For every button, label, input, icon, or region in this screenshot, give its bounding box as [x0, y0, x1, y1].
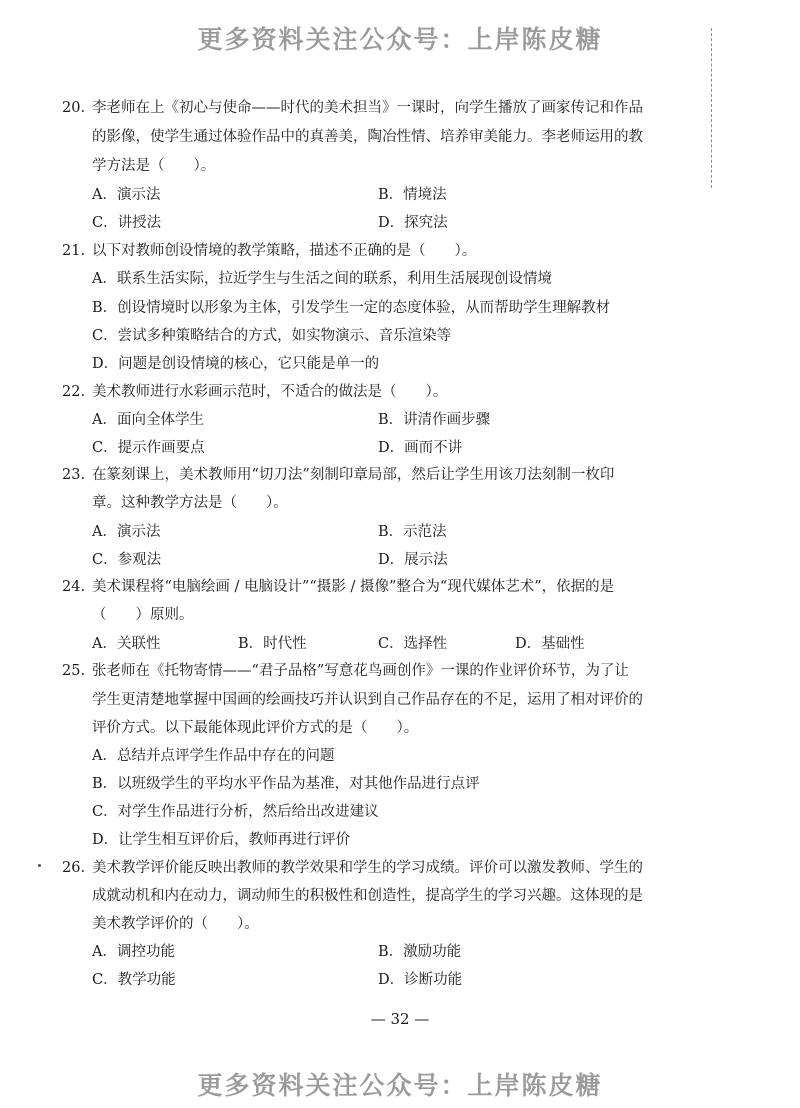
option-d: D．画而不讲 — [378, 440, 463, 456]
question-number: 25. — [62, 663, 86, 679]
option-a: A．调控功能 — [92, 944, 175, 960]
question-text-line: 以下对教师创设情境的教学策略，描述不正确的是（ ）。 — [92, 243, 477, 259]
option-a: A．演示法 — [92, 187, 161, 203]
question-number: 21. — [62, 243, 86, 259]
question-number: 24. — [62, 579, 86, 595]
scan-edge-marks — [711, 28, 714, 188]
option-b: B．以班级学生的平均水平作品为基准，对其他作品进行点评 — [92, 776, 480, 792]
option-d: D．问题是创设情境的核心，它只能是单一的 — [92, 356, 380, 372]
option-c: C．讲授法 — [92, 215, 162, 231]
option-d: D．诊断功能 — [378, 972, 463, 988]
question-text-line: 美术教学评价能反映出教师的教学效果和学生的学习成绩。评价可以激发教师、学生的 — [92, 860, 643, 876]
question-text-line: 张老师在《托物寄情——“君子品格”写意花鸟画创作》一课的作业评价环节，为了让 — [92, 663, 629, 679]
option-d: D．展示法 — [378, 552, 448, 568]
question-text-line: 的影像，使学生通过体验作品中的真善美，陶冶性情、培养审美能力。李老师运用的教 — [92, 129, 643, 145]
option-a: A．演示法 — [92, 524, 161, 540]
question-text-line: 美术课程将“电脑绘画 / 电脑设计”“摄影 / 摄像”整合为“现代媒体艺术”，依据的是 — [92, 579, 615, 595]
watermark-bottom: 更多资料关注公众号：上岸陈皮糖 — [197, 1071, 603, 1100]
question-text-line: 学生更清楚地掌握中国画的绘画技巧并认识到自己作品存在的不足，运用了相对评价的 — [92, 692, 643, 708]
option-a: A．面向全体学生 — [92, 412, 204, 428]
question-text-line: 李老师在上《初心与使命——时代的美术担当》一课时，向学生播放了画家传记和作品 — [92, 100, 643, 116]
option-c: C．提示作画要点 — [92, 440, 205, 456]
option-d: D．探究法 — [378, 215, 448, 231]
option-b: B．激励功能 — [378, 944, 462, 960]
option-c: C．对学生作品进行分析，然后给出改进建议 — [92, 804, 379, 820]
question-text-line: 美术教师进行水彩画示范时，不适合的做法是（ ）。 — [92, 384, 448, 400]
option-b: B．时代性 — [238, 636, 307, 652]
option-c: C．参观法 — [92, 552, 162, 568]
question-text-line: 在篆刻课上，美术教师用“切刀法”刻制印章局部，然后让学生用该刀法刻制一枚印 — [92, 467, 615, 483]
option-b: B．讲清作画步骤 — [378, 412, 491, 428]
option-a: A．关联性 — [92, 636, 161, 652]
question-text-line: 学方法是（ ）。 — [92, 158, 216, 174]
option-a: A．总结并点评学生作品中存在的问题 — [92, 748, 335, 764]
watermark-top: 更多资料关注公众号：上岸陈皮糖 — [197, 25, 603, 54]
option-b: B．情境法 — [378, 187, 447, 203]
question-text-line: 章。这种教学方法是（ ）。 — [92, 495, 288, 511]
question-number: 26. — [62, 860, 86, 876]
option-c: C．教学功能 — [92, 972, 176, 988]
question-number: 20. — [62, 100, 86, 116]
question-number: 22. — [62, 384, 86, 400]
question-text-line: 美术教学评价的（ ）。 — [92, 916, 259, 932]
scan-speck — [38, 864, 41, 867]
option-d: D．基础性 — [515, 636, 585, 652]
option-b: B．示范法 — [378, 524, 447, 540]
option-c: C．尝试多种策略结合的方式，如实物演示、音乐渲染等 — [92, 328, 452, 344]
question-number: 23. — [62, 467, 86, 483]
question-text-line: 评价方式。以下最能体现此评价方式的是（ ）。 — [92, 720, 419, 736]
question-text-line: 成就动机和内在动力，调动师生的积极性和创造性，提高学生的学习兴趣。这体现的是 — [92, 888, 643, 904]
option-a: A．联系生活实际，拉近学生与生活之间的联系，利用生活展现创设情境 — [92, 271, 552, 287]
page-number: — 32 — — [370, 1010, 430, 1028]
option-d: D．让学生相互评价后，教师再进行评价 — [92, 832, 351, 848]
option-b: B．创设情境时以形象为主体，引发学生一定的态度体验，从而帮助学生理解教材 — [92, 300, 611, 316]
option-c: C．选择性 — [378, 636, 448, 652]
question-text-line: （ ）原则。 — [92, 607, 194, 623]
